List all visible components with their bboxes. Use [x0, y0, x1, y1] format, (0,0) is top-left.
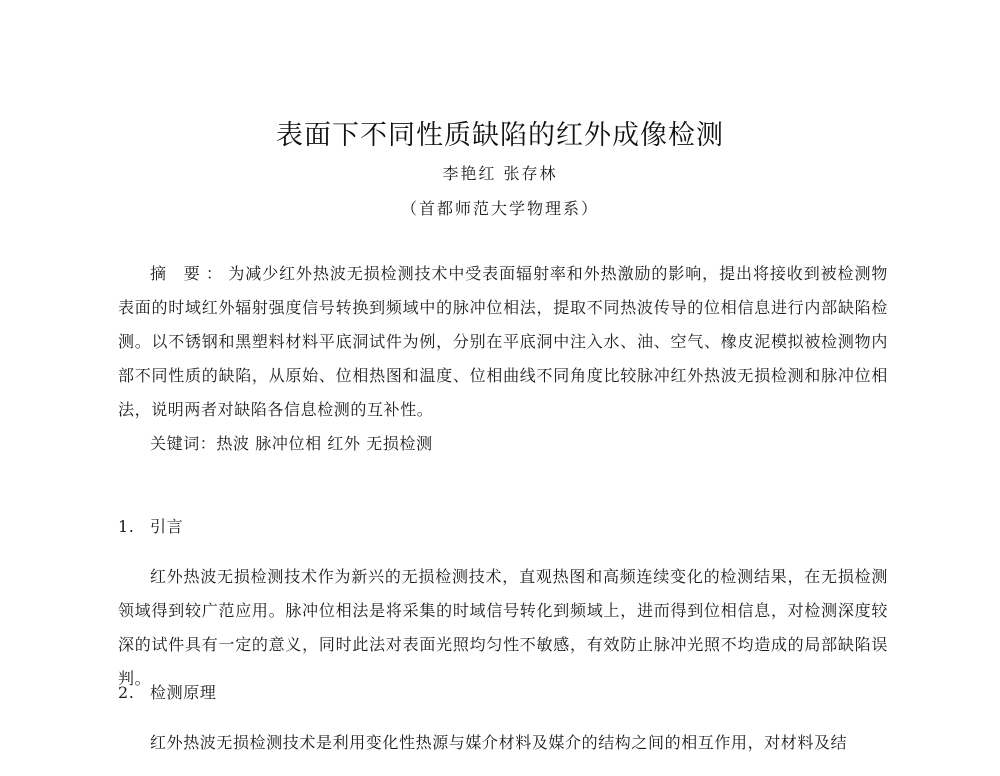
- section-number: 1.: [118, 517, 135, 536]
- section-title: 引言: [150, 517, 184, 536]
- abstract-text: 为减少红外热波无损检测技术中受表面辐射率和外热激励的影响，提出将接收到被检测物表面的时域红外辐射强度信号转换到频域中的脉冲位相法，提取不同热波传导的位相信息进行内部缺陷检测。以不锈钢和黑塑料材料平底洞试件为例，分别在平底洞中注入水、油、空气、橡皮泥模拟被检测物内部不同性质的缺陷，从原始、位相热图和温度、位相曲线不同角度比较脉冲红外热波无损检测和脉冲位相法，说明两者对缺陷各信息检测的互补性。: [118, 264, 888, 419]
- paper-authors: 李艳红 张存林: [442, 164, 558, 183]
- abstract-label: 摘 要：: [150, 264, 229, 283]
- paper-affiliation: （首都师范大学物理系）: [400, 199, 599, 218]
- section-title: 检测原理: [150, 683, 217, 702]
- section-paragraph: 红外热波无损检测技术作为新兴的无损检测技术，直观热图和高频连续变化的检测结果，在无损检测领域得到较广范应用。脉冲位相法是将采集的时域信号转化到频域上，进而得到位相信息，对检测深度较深的试件具有一定的意义，同时此法对表面光照均匀性不敏感，有效防止脉冲光照不均造成的局部缺陷误判。: [118, 567, 888, 688]
- section-heading: [118, 510, 888, 544]
- keywords-label: 关键词：: [150, 434, 217, 453]
- abstract-block: [118, 257, 888, 461]
- keywords-paragraph: [118, 427, 888, 461]
- section-principle: [118, 660, 888, 776]
- section-heading: [118, 676, 888, 710]
- keywords-text: 热波 脉冲位相 红外 无损检测: [216, 434, 433, 453]
- section-paragraph: 红外热波无损检测技术是利用变化性热源与媒介材料及媒介的结构之间的相互作用，对材料及结: [150, 733, 848, 752]
- abstract-paragraph: [118, 257, 888, 427]
- paper-title: 表面下不同性质缺陷的红外成像检测: [276, 120, 724, 151]
- section-number: 2.: [118, 683, 135, 702]
